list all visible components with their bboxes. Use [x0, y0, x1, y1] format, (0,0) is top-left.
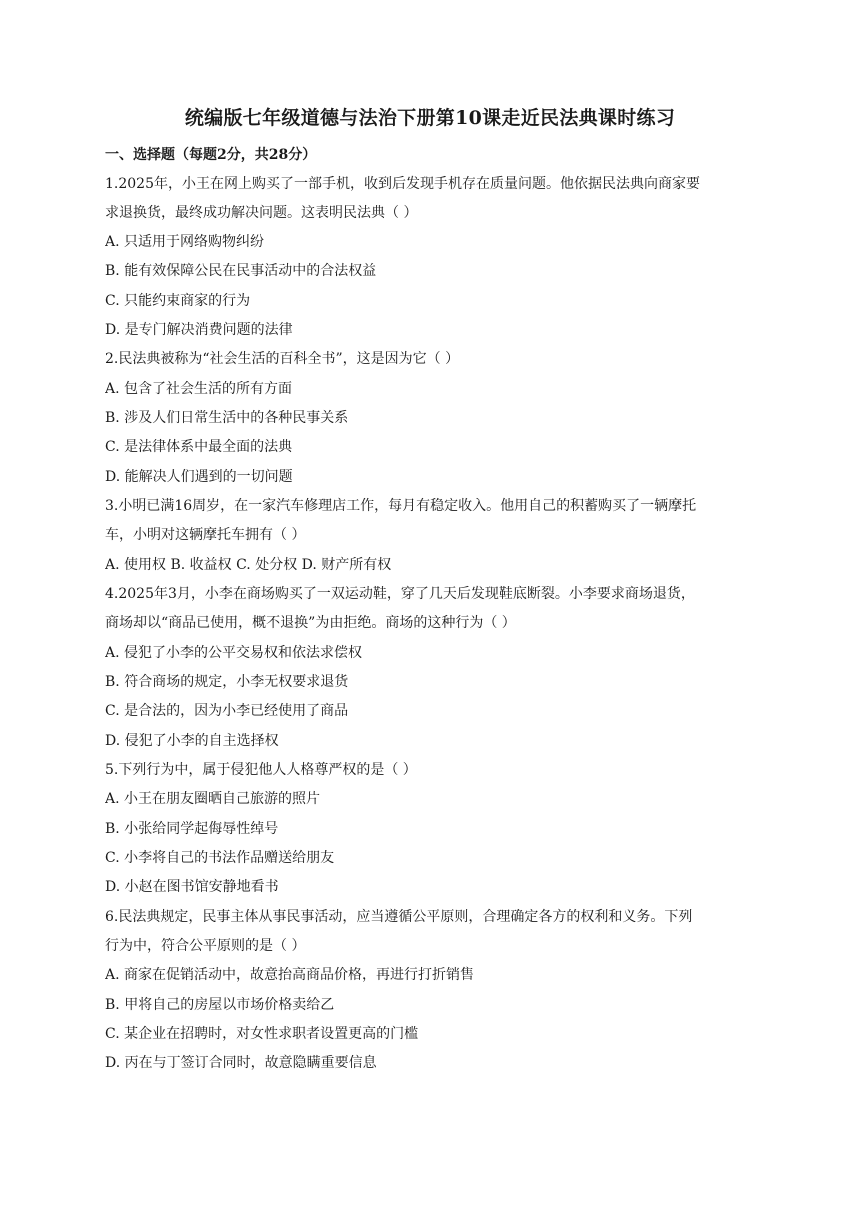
- question-1-option-c: C. 只能约束商家的行为: [105, 293, 251, 309]
- question-2-option-c: C. 是法律体系中最全面的法典: [105, 439, 293, 455]
- question-1-option-b: B. 能有效保障公民在民事活动中的合法权益: [105, 263, 377, 279]
- question-1-option-d: D. 是专门解决消费问题的法律: [105, 322, 293, 338]
- question-2-text-line-1: 2.民法典被称为“社会生活的百科全书”，这是因为它（ ）: [105, 351, 460, 367]
- question-4-option-a: A. 侵犯了小李的公平交易权和依法求偿权: [105, 645, 363, 661]
- question-6-option-d: D. 丙在与丁签订合同时，故意隐瞒重要信息: [105, 1055, 377, 1071]
- question-5-option-a: A. 小王在朋友圈晒自己旅游的照片: [105, 791, 321, 807]
- question-3-text-line-2: 车，小明对这辆摩托车拥有（ ）: [105, 527, 306, 543]
- question-1-text-line-2: 求退换货，最终成功解决问题。这表明民法典（ ）: [105, 205, 418, 221]
- question-6-option-b: B. 甲将自己的房屋以市场价格卖给乙: [105, 997, 335, 1013]
- question-5-option-d: D. 小赵在图书馆安静地看书: [105, 879, 279, 895]
- page-title: 统编版七年级道德与法治下册第10课走近民法典课时练习: [184, 107, 676, 129]
- question-4-text-line-2: 商场却以“商品已使用，概不退换”为由拒绝。商场的这种行为（ ）: [105, 615, 516, 631]
- question-5-option-b: B. 小张给同学起侮辱性绰号: [105, 821, 279, 837]
- question-5-text-line-1: 5.下列行为中，属于侵犯他人人格尊严权的是（ ）: [105, 762, 417, 778]
- question-2-option-d: D. 能解决人们遇到的一切问题: [105, 469, 293, 485]
- question-4-text-line-1: 4.2025年3月，小李在商场购买了一双运动鞋，穿了几天后发现鞋底断裂。小李要求商场退货，: [105, 586, 695, 602]
- question-4-option-d: D. 侵犯了小李的自主选择权: [105, 733, 279, 749]
- question-6-option-a: A. 商家在促销活动中，故意抬高商品价格，再进行打折销售: [105, 967, 475, 983]
- question-2-option-a: A. 包含了社会生活的所有方面: [105, 381, 293, 397]
- question-6-option-c: C. 某企业在招聘时，对女性求职者设置更高的门槛: [105, 1026, 419, 1042]
- question-1-option-a: A. 只适用于网络购物纠纷: [105, 234, 265, 250]
- question-6-text-line-1: 6.民法典规定，民事主体从事民事活动，应当遵循公平原则，合理确定各方的权利和义务。下列: [105, 909, 693, 925]
- question-5-option-c: C. 小李将自己的书法作品赠送给朋友: [105, 850, 335, 866]
- question-4-option-c: C. 是合法的，因为小李已经使用了商品: [105, 703, 349, 719]
- question-4-option-b: B. 符合商场的规定，小李无权要求退货: [105, 674, 349, 690]
- question-6-text-line-2: 行为中，符合公平原则的是（ ）: [105, 938, 306, 954]
- question-2-option-b: B. 涉及人们日常生活中的各种民事关系: [105, 410, 349, 426]
- section-heading: 一、选择题（每题2分，共28分）: [105, 147, 317, 163]
- question-3-options: A. 使用权 B. 收益权 C. 处分权 D. 财产所有权: [105, 557, 392, 573]
- question-3-text-line-1: 3.小明已满16周岁，在一家汽车修理店工作，每月有稳定收入。他用自己的积蓄购买了一辆摩托: [105, 498, 697, 514]
- question-1-text-line-1: 1.2025年，小王在网上购买了一部手机，收到后发现手机存在质量问题。他依据民法典向商家要: [105, 176, 700, 192]
